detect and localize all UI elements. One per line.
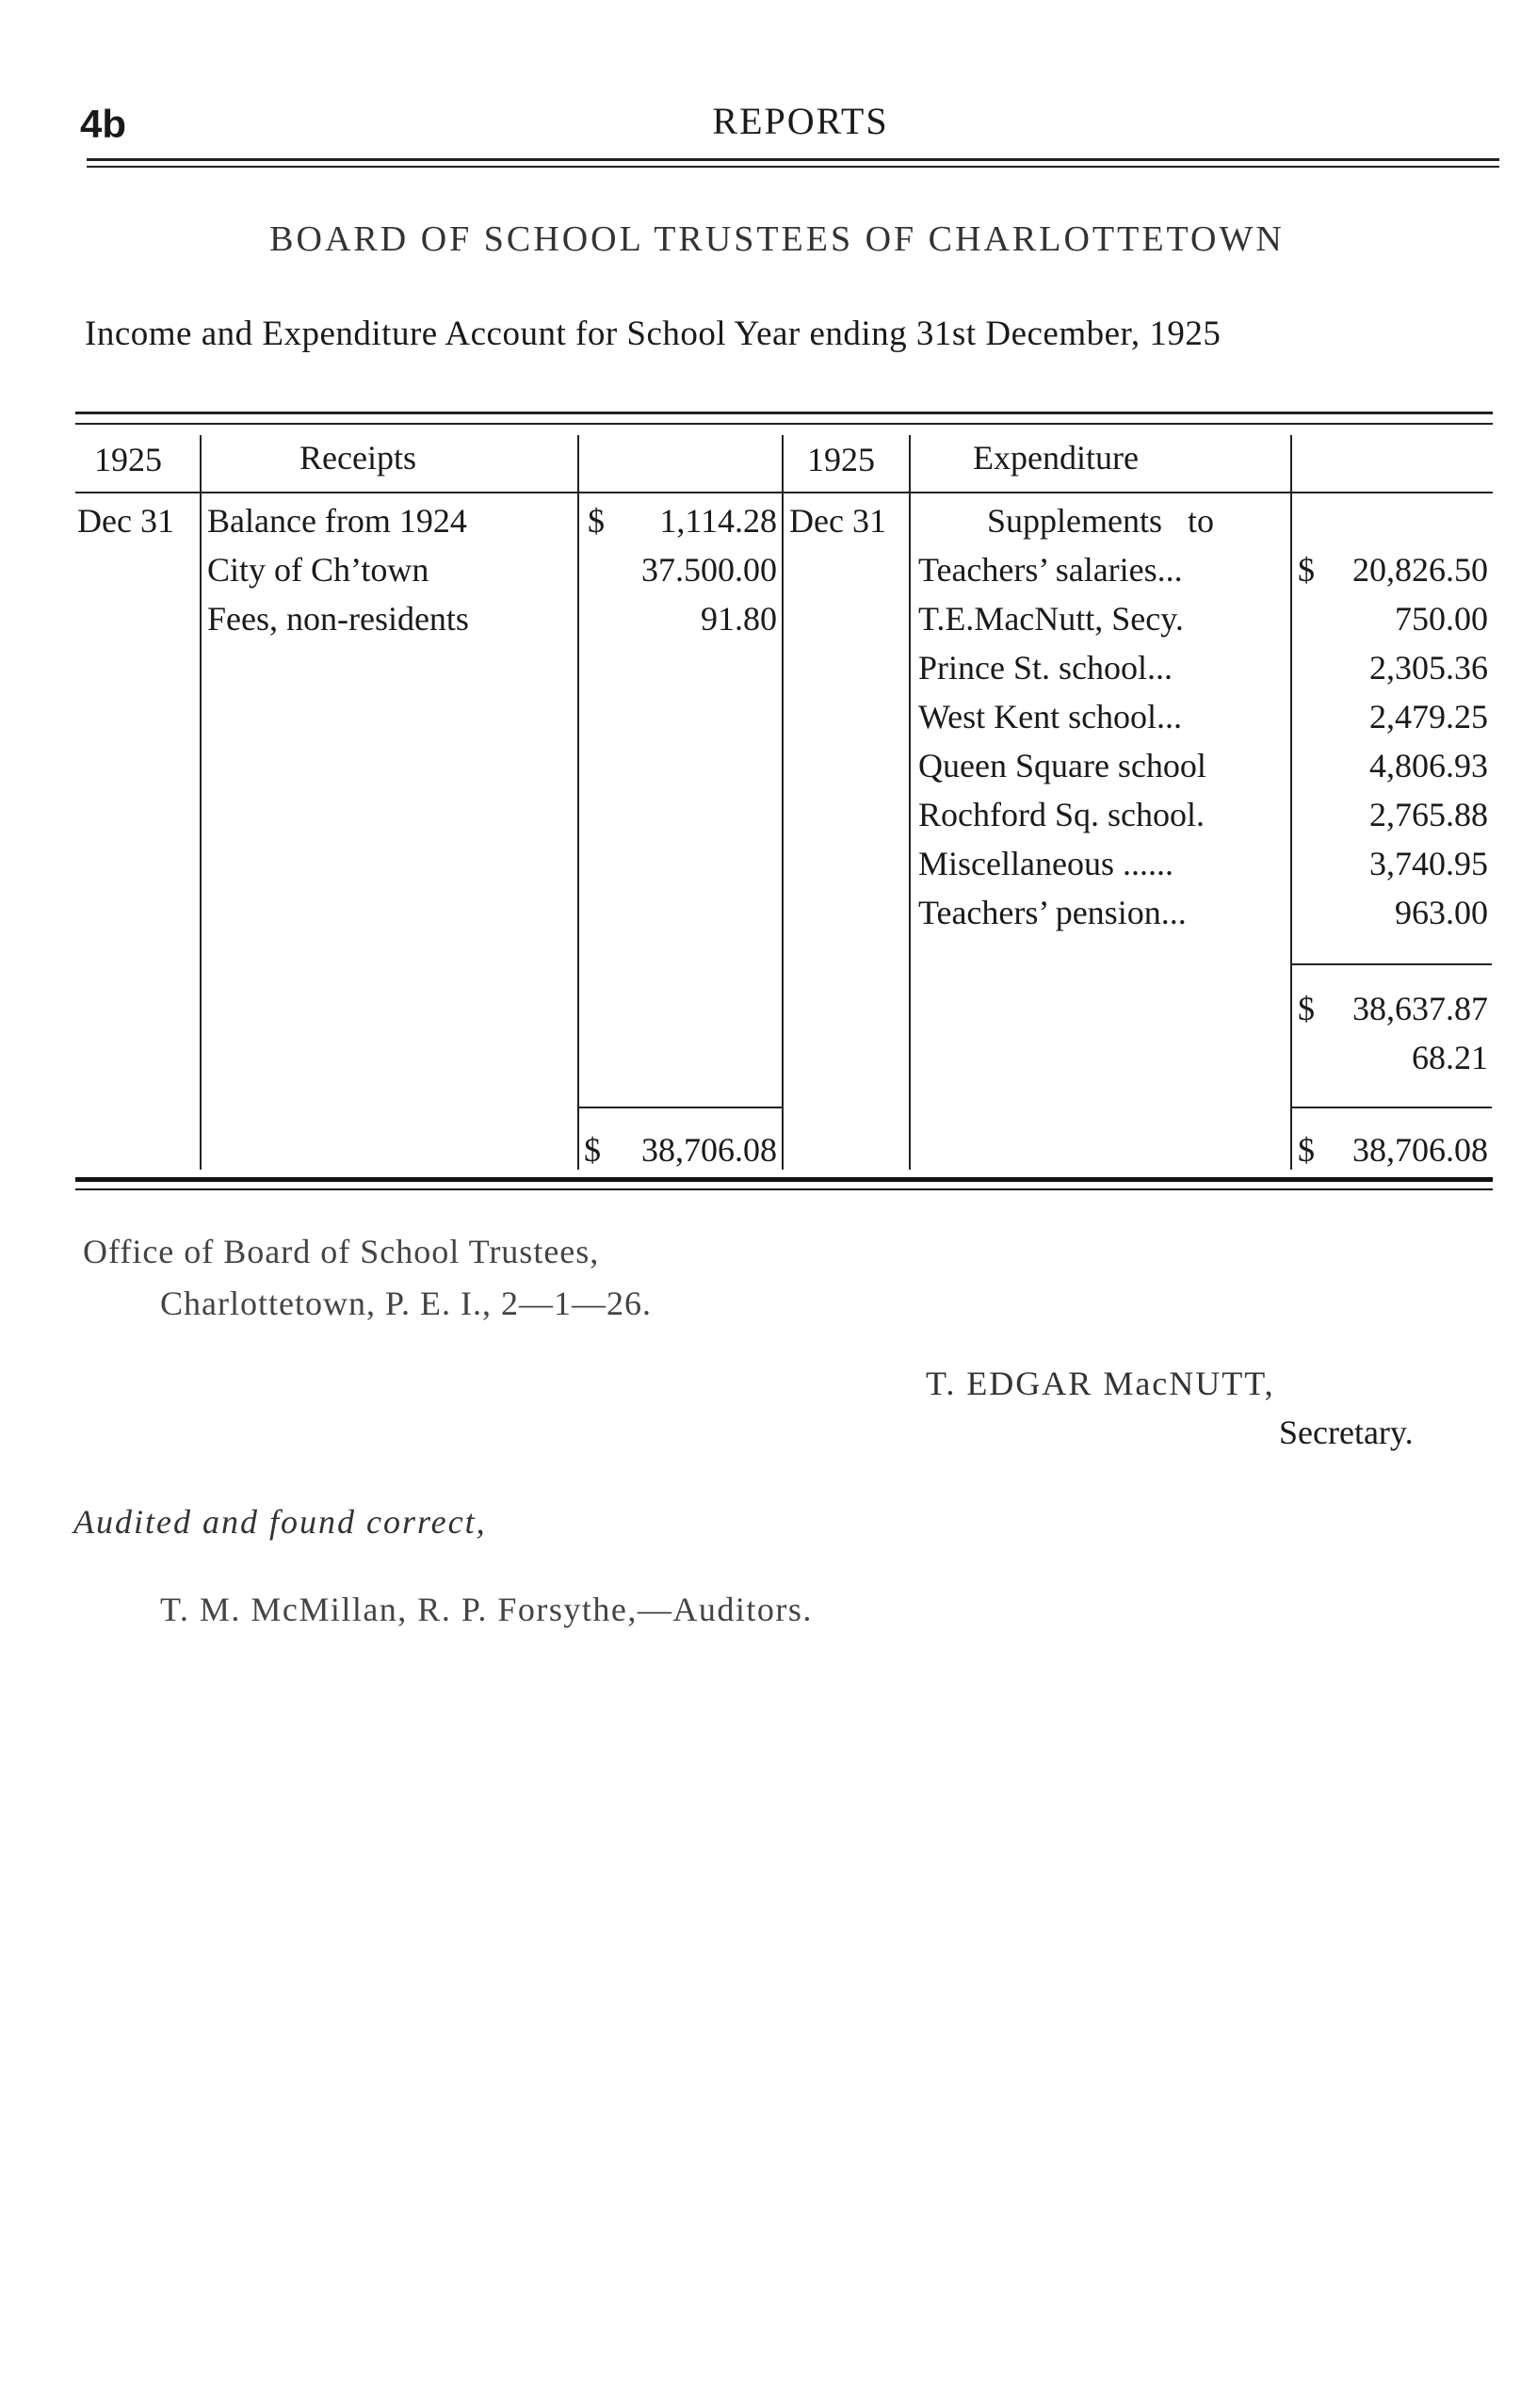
header-rule-thin	[87, 166, 1499, 168]
signatory-name: T. EDGAR MacNUTT,	[926, 1365, 1275, 1402]
auditors-line: T. M. McMillan, R. P. Forsythe,—Auditors.	[160, 1591, 813, 1628]
column-divider	[1290, 435, 1292, 1170]
office-line: Office of Board of School Trustees,	[83, 1233, 600, 1270]
place-date-line: Charlottetown, P. E. I., 2—1—26.	[160, 1285, 652, 1322]
receipts-year-header: 1925	[94, 441, 162, 478]
expenditure-header: Expenditure	[973, 439, 1139, 477]
receipt-amount: 37.500.00	[641, 551, 777, 589]
expenditure-total-rule	[1292, 1107, 1492, 1108]
receipt-amount: 1,114.28	[659, 502, 777, 540]
expenditure-label: Teachers’ pension...	[918, 894, 1187, 931]
expenditure-amount: 3,740.95	[1369, 845, 1488, 882]
balance-amount: 68.21	[1412, 1039, 1488, 1076]
expenditure-year-header: 1925	[807, 441, 875, 478]
table-bottom-rule-thin	[75, 1188, 1493, 1190]
expenditure-amount: 963.00	[1395, 894, 1488, 931]
signatory-title: Secretary.	[1279, 1414, 1414, 1451]
expenditure-amount: 20,826.50	[1352, 551, 1488, 589]
receipt-label: Balance from 1924	[207, 502, 467, 540]
expenditure-amount: 750.00	[1395, 600, 1488, 638]
column-divider	[577, 435, 579, 1170]
table-bottom-rule	[75, 1177, 1493, 1182]
receipt-label: Fees, non-residents	[207, 600, 469, 638]
expenditure-amount: 2,765.88	[1369, 796, 1488, 833]
currency-sign: $	[584, 1131, 601, 1169]
expenditure-label: Miscellaneous ......	[918, 845, 1173, 882]
expenditure-label: T.E.MacNutt, Secy.	[918, 600, 1184, 638]
expenditure-amount: 2,479.25	[1369, 698, 1488, 735]
table-top-rule	[75, 412, 1493, 414]
expenditure-label: Queen Square school	[918, 747, 1206, 784]
expenditure-amount: 2,305.36	[1369, 649, 1488, 687]
expenditure-label: Rochford Sq. school.	[918, 796, 1205, 833]
currency-sign: $	[1298, 1131, 1315, 1169]
page-number: 4b	[80, 102, 127, 146]
expenditure-intro: Supplements to	[987, 502, 1214, 540]
expenditure-label: Prince St. school...	[918, 649, 1173, 687]
expenditure-label: West Kent school...	[918, 698, 1183, 735]
expenditure-subtotal-rule	[1292, 963, 1492, 965]
column-divider	[782, 435, 784, 1170]
running-head: REPORTS	[712, 100, 889, 142]
account-title: Income and Expenditure Account for School Year ending 31st December, 1925	[85, 315, 1222, 353]
column-divider	[200, 435, 202, 1170]
expenditure-total: 38,706.08	[1352, 1131, 1488, 1169]
receipts-total: 38,706.08	[641, 1131, 777, 1169]
board-title: BOARD OF SCHOOL TRUSTEES OF CHARLOTTETOWN	[269, 219, 1285, 259]
audited-note: Audited and found correct,	[73, 1503, 487, 1541]
expenditure-subtotal: 38,637.87	[1352, 990, 1488, 1027]
receipts-header: Receipts	[299, 439, 416, 477]
receipts-total-rule	[579, 1107, 782, 1108]
currency-sign: $	[588, 502, 605, 540]
table-header-rule	[75, 492, 1493, 493]
expenditure-date: Dec 31	[789, 502, 886, 540]
currency-sign: $	[1298, 990, 1315, 1027]
expenditure-label: Teachers’ salaries...	[918, 551, 1183, 589]
receipt-amount: 91.80	[701, 600, 777, 638]
currency-sign: $	[1298, 551, 1315, 589]
receipts-date: Dec 31	[77, 502, 174, 540]
receipt-label: City of Ch’town	[207, 551, 429, 589]
header-rule	[87, 158, 1499, 161]
column-divider	[909, 435, 911, 1170]
table-top-rule-thin	[75, 423, 1493, 425]
expenditure-amount: 4,806.93	[1369, 747, 1488, 784]
